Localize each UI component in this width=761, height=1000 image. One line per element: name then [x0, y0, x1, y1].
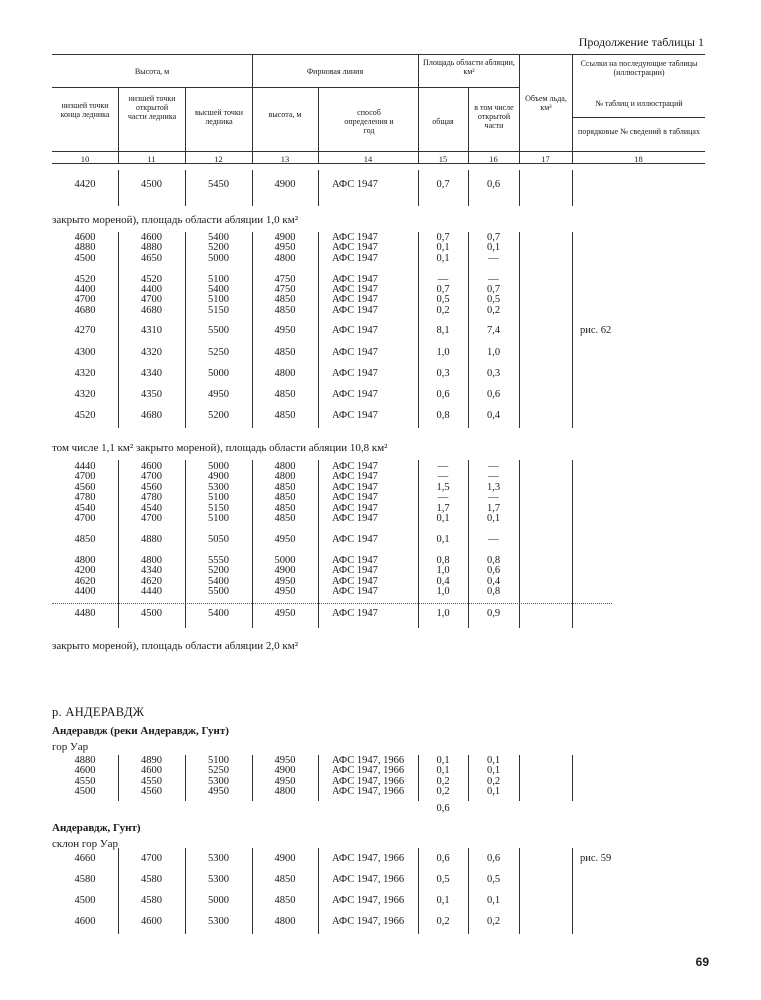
header-area-group: Площадь области абляции, км²: [423, 58, 515, 76]
table-cell: 8,1: [436, 325, 450, 336]
continuation-title: Продолжение таблицы 1: [578, 35, 704, 49]
table-cell: 5300: [208, 853, 229, 864]
table-cell: 4700: [141, 853, 162, 864]
header-vline: [318, 87, 319, 163]
table-cell: 4270: [74, 325, 96, 336]
table-cell: АФС 1947: [332, 347, 378, 358]
table-cell: 4950: [208, 389, 229, 400]
table-cell: 4880 4600 4550 4500: [74, 755, 96, 798]
table-cell: 4660: [74, 853, 96, 864]
table-cell: 4580: [141, 874, 162, 885]
table-cell: 4480: [74, 608, 96, 619]
table-cell: 5000 4900 4950 4950: [274, 555, 296, 598]
table-cell: 5000: [208, 895, 229, 906]
table-cell: 4580: [141, 895, 162, 906]
table-cell: 0,9: [486, 608, 501, 619]
table-cell: 4800: [274, 368, 296, 379]
table-cell: 4310: [141, 325, 162, 336]
table-cell: 4850: [274, 347, 296, 358]
header-number-13: 13: [280, 154, 290, 164]
header-firn-group: Фирновая линия: [306, 67, 364, 76]
table-cell: АФС 1947 АФС 1947 АФС 1947 АФС 1947: [332, 555, 378, 598]
body-vline: [572, 848, 573, 934]
table-cell: 4680: [141, 410, 162, 421]
table-cell: 4900: [274, 853, 296, 864]
body-vline: [519, 755, 520, 801]
table-cell: 5550 5200 5400 5500: [208, 555, 229, 598]
table-cell: 0,1: [436, 895, 450, 906]
table-cell: 5200: [208, 410, 229, 421]
table-cell: АФС 1947, 1966: [332, 874, 405, 885]
table-cell: 0,5: [436, 874, 450, 885]
table-cell: 5250: [208, 347, 229, 358]
header-refs-group: Ссылки на последующие таблицы (иллюстрации): [580, 59, 698, 77]
table-cell: 4880: [141, 534, 162, 545]
header-volume: Объем льда, км³: [525, 94, 567, 112]
table-cell: АФС 1947, 1966: [332, 853, 405, 864]
table-cell: 4500: [141, 608, 162, 619]
header-col-16: в том числе открытой части: [474, 103, 514, 130]
table-cell: 4850: [274, 874, 296, 885]
table-cell: 7,4: [486, 325, 501, 336]
table-cell: 5000: [208, 368, 229, 379]
river-heading: р. АНДЕРАВДЖ: [52, 705, 145, 719]
table-cell: 4850: [74, 534, 96, 545]
table-cell: — — 1,3 — 1,7 0,1: [486, 461, 501, 525]
table-cell: 4420: [74, 179, 96, 190]
body-vline: [519, 232, 520, 428]
table-cell: 0,2: [436, 916, 450, 927]
table-cell: 0,5: [486, 874, 501, 885]
table-cell: 0,6: [486, 853, 501, 864]
table-cell: 4950: [274, 325, 296, 336]
figure-ref: рис. 59: [580, 853, 612, 864]
body-vline: [572, 232, 573, 428]
header-col-10: низшей точки конца ледника: [60, 101, 110, 119]
table-cell: 4500: [141, 179, 162, 190]
glacier-group-subtitle: гор Уар: [52, 741, 89, 753]
area-total: 0,6: [436, 803, 450, 814]
table-cell: 4520: [74, 410, 96, 421]
table-cell: АФС 1947: [332, 325, 378, 336]
table-cell: 0,7: [436, 179, 450, 190]
table-cell: — — 1,5 — 1,7 0,1: [436, 461, 450, 525]
table-cell: 4850: [274, 895, 296, 906]
dotted-separator: [52, 603, 612, 604]
table-cell: 4950: [274, 534, 296, 545]
table-cell: 0,6: [486, 389, 501, 400]
header-number-17: 17: [541, 154, 550, 164]
header-number-11: 11: [147, 154, 156, 164]
header-number-16: 16: [489, 154, 498, 164]
table-cell: 0,1 0,1 0,2 0,1: [486, 755, 501, 798]
table-cell: АФС 1947: [332, 410, 378, 421]
table-cell: 0,1: [486, 895, 501, 906]
body-vline: [318, 232, 319, 428]
header-col-14: способ определения и год: [344, 108, 394, 135]
table-cell: 0,6: [486, 179, 501, 190]
table-cell: 0,8: [436, 410, 450, 421]
header-vline: [118, 87, 119, 163]
table-cell: 5100 5250 5300 4950: [208, 755, 229, 798]
table-cell: 4580: [74, 874, 96, 885]
header-top-rule: [52, 54, 705, 55]
table-cell: 4950 4900 4950 4800: [274, 755, 296, 798]
table-cell: 4320: [74, 368, 96, 379]
table-cell: 4320: [141, 347, 162, 358]
table-cell: 0,3: [486, 368, 501, 379]
table-cell: 0,6: [436, 853, 450, 864]
glacier-group-subtitle: склон гор Уар: [52, 838, 119, 850]
table-cell: 0,8 0,6 0,4 0,8: [486, 555, 501, 598]
table-cell: 0,8 1,0 0,4 1,0: [436, 555, 450, 598]
table-cell: АФС 1947, 1966 АФС 1947, 1966 АФС 1947, 1966 АФС 1947, 1966: [332, 755, 405, 798]
header-number-15: 15: [438, 154, 448, 164]
figure-ref: рис. 62: [580, 325, 612, 336]
body-vline: [572, 170, 573, 206]
header-col-18a: № таблиц и иллюстраций: [595, 99, 683, 108]
table-cell: 1,0: [436, 608, 450, 619]
body-vline: [519, 848, 520, 934]
body-vline: [572, 755, 573, 801]
table-cell: 1,0: [486, 347, 501, 358]
header-mid-rule: [52, 87, 519, 88]
body-vline: [318, 170, 319, 206]
table-cell: 4300: [74, 347, 96, 358]
header-refs-mid-rule: [572, 117, 705, 118]
table-cell: 5450: [208, 179, 229, 190]
header-col-12: высшей точки ледника: [194, 108, 244, 126]
header-col-13: высота, м: [268, 110, 302, 119]
body-vline: [318, 755, 319, 801]
section-caption: закрыто мореной), площадь области абляции 1,0 км²: [52, 214, 299, 226]
glacier-group-title: Андеравдж, Гунт): [52, 822, 141, 834]
table-cell: 1,0: [436, 347, 450, 358]
table-cell: 0,7 0,1 — — 0,7 0,5 0,2: [486, 232, 501, 316]
table-cell: 4800 4200 4620 4400: [74, 555, 96, 598]
header-col-11: низшей точки открытой части ледника: [127, 94, 177, 121]
table-cell: 0,7 0,1 0,1 — 0,7 0,5 0,2: [436, 232, 450, 316]
table-cell: 5300: [208, 916, 229, 927]
table-cell: 5400: [208, 608, 229, 619]
table-cell: 0,1 0,1 0,2 0,2: [436, 755, 450, 798]
table-cell: 0,2: [486, 916, 501, 927]
table-cell: 0,3: [436, 368, 450, 379]
header-col-15: общая: [432, 117, 454, 126]
table-cell: 4900: [274, 179, 296, 190]
table-cell: 4600: [141, 916, 162, 927]
header-vline: [572, 54, 573, 163]
header-number-10: 10: [80, 154, 90, 164]
header-col-18b: порядковые № сведений в таблицах: [578, 127, 700, 136]
body-vline: [318, 848, 319, 934]
section-caption: закрыто мореной), площадь области абляции 2,0 км²: [52, 640, 299, 652]
table-cell: 4600 4880 4650 4520 4400 4700 4680: [141, 232, 162, 316]
table-cell: АФС 1947: [332, 608, 378, 619]
table-cell: 4350: [141, 389, 162, 400]
table-cell: 5000 4900 5300 5100 5150 5100: [208, 461, 229, 525]
table-cell: 4440 4700 4560 4780 4540 4700: [74, 461, 96, 525]
table-cell: 4800: [274, 916, 296, 927]
table-cell: 4600 4880 4500 4520 4400 4700 4680: [74, 232, 96, 316]
table-cell: 0,4: [486, 410, 501, 421]
table-cell: АФС 1947 АФС 1947 АФС 1947 АФС 1947 АФС 1947 АФС 1947: [332, 461, 378, 525]
table-cell: 0,1: [436, 534, 450, 545]
table-cell: 0,6: [436, 389, 450, 400]
header-number-rule: [52, 151, 705, 152]
header-height-group: Высота, м: [134, 67, 170, 76]
table-cell: АФС 1947: [332, 389, 378, 400]
table-cell: АФС 1947: [332, 179, 378, 190]
header-number-18: 18: [634, 154, 643, 164]
table-cell: 4500: [74, 895, 96, 906]
table-cell: 4800 4800 4850 4850 4850 4850: [274, 461, 296, 525]
table-cell: 4850: [274, 410, 296, 421]
table-cell: 4600 4700 4560 4780 4540 4700: [141, 461, 162, 525]
table-cell: 4340: [141, 368, 162, 379]
table-cell: —: [488, 534, 499, 545]
body-vline: [519, 170, 520, 206]
table-cell: 5300: [208, 874, 229, 885]
glacier-group-title: Андеравдж (реки Андеравдж, Гунт): [52, 725, 229, 737]
page-number: 69: [695, 955, 709, 969]
table-cell: 4320: [74, 389, 96, 400]
table-cell: АФС 1947, 1966: [332, 916, 405, 927]
table-cell: АФС 1947: [332, 534, 378, 545]
table-cell: 5400 5200 5000 5100 5400 5100 5150: [208, 232, 229, 316]
table-cell: 4600: [74, 916, 96, 927]
table-cell: 4850: [274, 389, 296, 400]
header-vline: [468, 87, 469, 163]
header-vline: [418, 54, 419, 163]
table-cell: АФС 1947 АФС 1947 АФС 1947 АФС 1947 АФС 1947 АФС 1947 АФС 1947: [332, 232, 378, 316]
table-cell: АФС 1947: [332, 368, 378, 379]
header-number-12: 12: [214, 154, 223, 164]
header-vline: [185, 87, 186, 163]
table-cell: 5500: [208, 325, 229, 336]
table-cell: 4950: [274, 608, 296, 619]
table-cell: 5050: [208, 534, 229, 545]
table-cell: АФС 1947, 1966: [332, 895, 405, 906]
table-cell: 4890 4600 4550 4560: [141, 755, 162, 798]
section-caption: том числе 1,1 км² закрыто мореной), площадь области абляции 10,8 км²: [52, 442, 388, 454]
table-cell: 4900 4950 4800 4750 4750 4850 4850: [274, 232, 296, 316]
header-number-14: 14: [363, 154, 373, 164]
table-cell: 4800 4340 4620 4440: [141, 555, 162, 598]
header-vline: [519, 54, 520, 163]
